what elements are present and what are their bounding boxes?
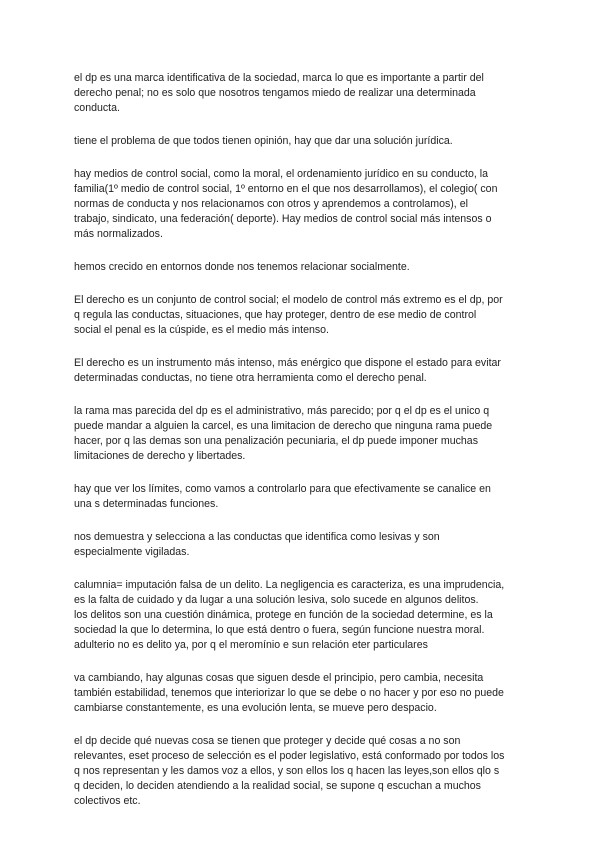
text-line: el dp es una marca identificativa de la sociedad, marca lo que es importante a partir del (74, 72, 484, 84)
text-line: cambiarse constantemente, es una evolución lenta, se mueve pero despacio. (74, 702, 437, 714)
text-line: también estabilidad, tenemos que interiorizar lo que se debe o no hacer y por eso no puede (74, 687, 504, 699)
text-line: normas de conducta y nos relacionamos con otros y aprendemos a controlamos), el (74, 198, 468, 210)
paragraph (74, 671, 526, 716)
text-line: determinadas conductas, no tiene otra herramienta como el derecho penal. (74, 372, 427, 384)
text-line: puede mandar a alguien la carcel, es una limitacion de derecho que ninguna rama puede (74, 420, 493, 432)
text-line: más normalizados. (74, 228, 163, 240)
text-line: trabajo, sindicato, una federación( deporte). Hay medios de control social más intensos o (74, 213, 492, 225)
text-line: hay que ver los límites, como vamos a controlarlo para que efectivamente se canalice en (74, 483, 491, 495)
paragraph (74, 482, 526, 512)
text-line: hemos crecido en entornos donde nos tenemos relacionar socialmente. (74, 261, 410, 273)
paragraph (74, 404, 526, 464)
text-line: nos demuestra y selecciona a las conductas que identifica como lesivas y son (74, 531, 440, 543)
paragraph (74, 578, 526, 653)
text-line: una s determinadas funciones. (74, 498, 219, 510)
text-line: derecho penal; no es solo que nosotros tengamos miedo de realizar una determinada (74, 87, 476, 99)
text-line: es la falta de cuidado y da lugar a una solución lesiva, solo sucede en algunos delitos. (74, 594, 479, 606)
text-line: adulterio no es delito ya, por q el meromínio e sun relación eter particulares (74, 639, 428, 651)
text-line: el dp decide qué nuevas cosa se tienen que proteger y decide qué cosas a no son (74, 735, 461, 747)
text-line: va cambiando, hay algunas cosas que siguen desde el principio, pero cambia, necesita (74, 672, 484, 684)
text-line: hacer, por q las demas son una penalización pecuniaria, el dp puede imponer muchas (74, 435, 478, 447)
document-body (74, 71, 526, 827)
text-line: social el penal es la cúspide, es el medio más intenso. (74, 324, 329, 336)
text-line: hay medios de control social, como la moral, el ordenamiento jurídico en su conducto, la (74, 168, 488, 180)
text-line: q nos representan y les damos voz a ellos, y son ellos los q hacen las leyes,son ellos qlo s (74, 765, 500, 777)
paragraph (74, 167, 526, 242)
text-line: relevantes, eset proceso de selección es el poder legislativo, está conformado por todos los (74, 750, 505, 762)
text-line: conducta. (74, 102, 120, 114)
text-line: los delitos son una cuestión dinámica, protege en función de la sociedad determine, es la (74, 609, 493, 621)
text-line: tiene el problema de que todos tienen opinión, hay que dar una solución jurídica. (74, 135, 453, 147)
paragraph (74, 71, 526, 116)
paragraph (74, 356, 526, 386)
paragraph (74, 134, 526, 149)
text-line: familia(1º medio de control social, 1º entorno en el que nos desarrollamos), el colegio( con (74, 183, 498, 195)
text-line: calumnia= imputación falsa de un delito. La negligencia es caracteriza, es una imprudencia, (74, 579, 505, 591)
text-line: q deciden, lo deciden atendiendo a la realidad social, se supone q escuchan a muchos (74, 780, 481, 792)
paragraph (74, 734, 526, 809)
text-line: la rama mas parecida del dp es el administrativo, más parecido; por q el dp es el unico q (74, 405, 490, 417)
text-line: limitaciones de derecho y libertades. (74, 450, 246, 462)
text-line: colectivos etc. (74, 795, 141, 807)
text-line: El derecho es un conjunto de control social; el modelo de control más extremo es el dp, por (74, 294, 503, 306)
paragraph (74, 530, 526, 560)
text-line: q regula las conductas, situaciones, que hay proteger, dentro de ese medio de control (74, 309, 477, 321)
text-line: El derecho es un instrumento más intenso, más enérgico que dispone el estado para evitar (74, 357, 501, 369)
paragraph (74, 293, 526, 338)
paragraph (74, 260, 526, 275)
text-line: sociedad la que lo determina, lo que está dentro o fuera, según funcione nuestra moral. (74, 624, 485, 636)
text-line: especialmente vigiladas. (74, 546, 190, 558)
